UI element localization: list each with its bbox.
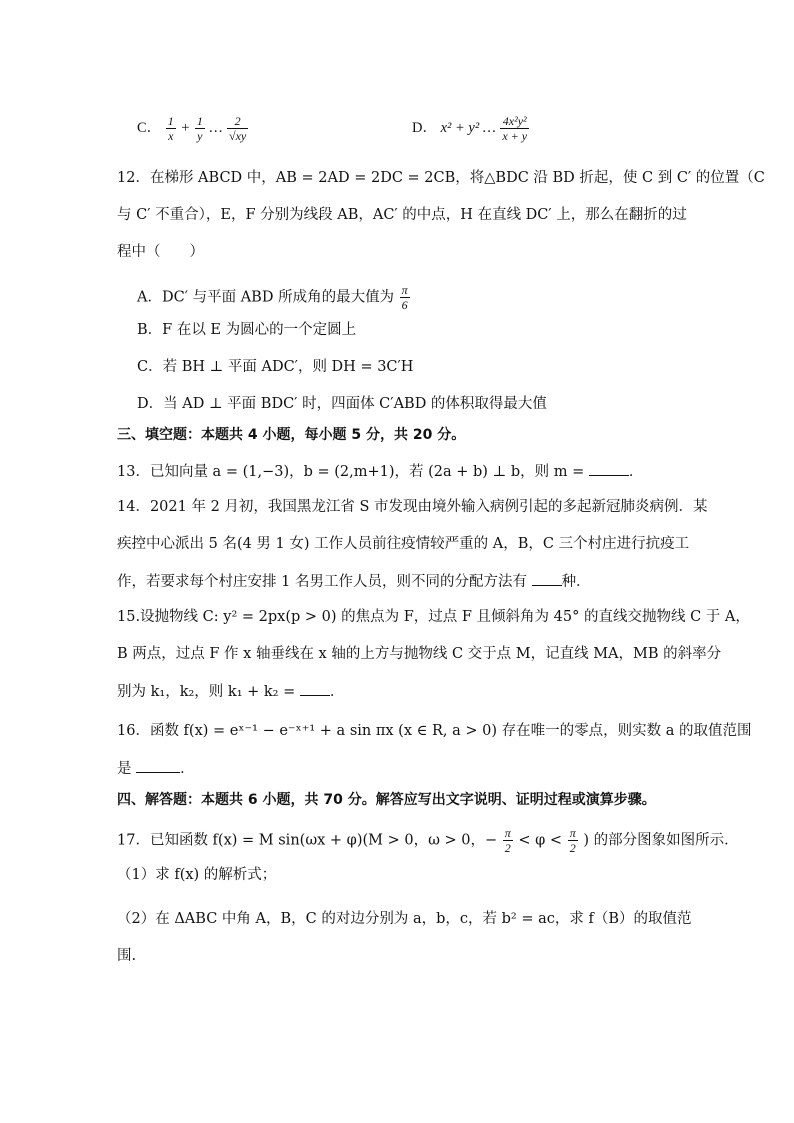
q11-option-c: C． $\frac{1}{x}$ + $\frac{1}{y}$ … $\frac{2}{√xy}$ [137, 114, 247, 143]
q12-line-3: 程中（ ） [117, 244, 204, 260]
q15-line-2: B 两点，过点 F 作 x 轴垂线在 x 轴的上方与抛物线 C 交于点 M，记直线 MA，MB 的斜率分 [117, 646, 722, 662]
c-frac-1: $\frac{1}{x}$ [167, 114, 174, 143]
q15-answer-blank [300, 681, 330, 696]
q14-line-3: 作，若要求每个村庄安排 1 名男工作人员，则不同的分配方法有 种． [117, 571, 591, 592]
c-frac-2: $\frac{1}{y}$ [196, 114, 203, 143]
q12-line-2: 与 C′ 不重合），E，F 分别为线段 AB，AC′ 的中点，H 在直线 DC′ 上，那么在翻折的过 [117, 207, 687, 223]
q17-sub-2-line-1: （2）在 ΔABC 中角 A，B，C 的对边分别为 a，b，c，若 b² = ac，求 f（B）的取值范 [117, 911, 692, 927]
q17-pi-frac-1: $\frac{\pi}{2}$ [504, 826, 511, 855]
q17-pi-frac-2: $\frac{\pi}{2}$ [569, 826, 576, 855]
q13: 13．已知向量 a = (1,−3)，b = (2,m+1)，若 (2a + b) ⊥ b，则 m = ． [117, 461, 643, 482]
q13-answer-blank [589, 461, 629, 476]
q12-option-d: D．当 AD ⊥ 平面 BDC′ 时，四面体 C′ABD 的体积取得最大值 [137, 396, 547, 412]
q16-line-2: 是 ． [117, 758, 195, 779]
d-frac: $\frac{\text{4x²y²}}{x + y}$ [502, 114, 528, 143]
q14-answer-blank [532, 571, 562, 586]
q17-sub-1: （1）求 f(x) 的解析式； [117, 867, 277, 883]
q14-line-2: 疾控中心派出 5 名(4 男 1 女) 工作人员前往疫情较严重的 A，B，C 三个村庄进行抗疫工 [117, 536, 690, 552]
q16-answer-blank [136, 758, 180, 773]
q17-sub-2-line-2: 围. [117, 948, 137, 964]
section-4-title: 四、解答题：本题共 6 小题，共 70 分。解答应写出文字说明、证明过程或演算步骤。 [117, 792, 656, 808]
q12-option-a: A．DC′ 与平面 ABD 所成角的最大值为 $\frac{\pi}{6}$ [137, 283, 408, 312]
q12-option-c: C．若 BH ⊥ 平面 ADC′，则 DH = 3C′H [137, 359, 414, 375]
q12-option-b: B．F 在以 E 为圆心的一个定圆上 [137, 322, 357, 338]
a-pi-frac: $\frac{\pi}{6}$ [401, 283, 408, 312]
q15-line-3: 别为 k₁，k₂，则 k₁ + k₂ = ． [117, 681, 344, 702]
q12-line-1: 12．在梯形 ABCD 中，AB = 2AD = 2DC = 2CB，将△BDC 沿 BD 折起，使 C 到 C′ 的位置（C [117, 170, 765, 186]
q11-option-d: D． x² + y² … $\frac{\text{4x²y²}}{x + y}$ [412, 114, 528, 143]
section-3-title: 三、填空题：本题共 4 小题，每小题 5 分，共 20 分。 [117, 427, 466, 443]
q15-line-1: 15.设抛物线 C: y² = 2px(p > 0) 的焦点为 F，过点 F 且倾斜角为 45° 的直线交抛物线 C 于 A， [117, 609, 750, 625]
q14-line-1: 14．2021 年 2 月初，我国黑龙江省 S 市发现由境外输入病例引起的多起新冠肺炎病例．某 [117, 499, 708, 515]
c-frac-3: $\frac{2}{√xy}$ [229, 114, 247, 143]
q17-line-1: 17．已知函数 f(x) = M sin(ωx + φ)(M > 0，ω > 0，− $\frac{\pi}{2}$ < φ < $\frac{\pi}{2}$ ) 的部分图象如图所示． [117, 826, 739, 855]
q16-line-1: 16．函数 f(x) = eˣ⁻¹ − e⁻ˣ⁺¹ + a sin πx (x ∈ R, a > 0) 存在唯一的零点，则实数 a 的取值范围 [117, 723, 752, 739]
